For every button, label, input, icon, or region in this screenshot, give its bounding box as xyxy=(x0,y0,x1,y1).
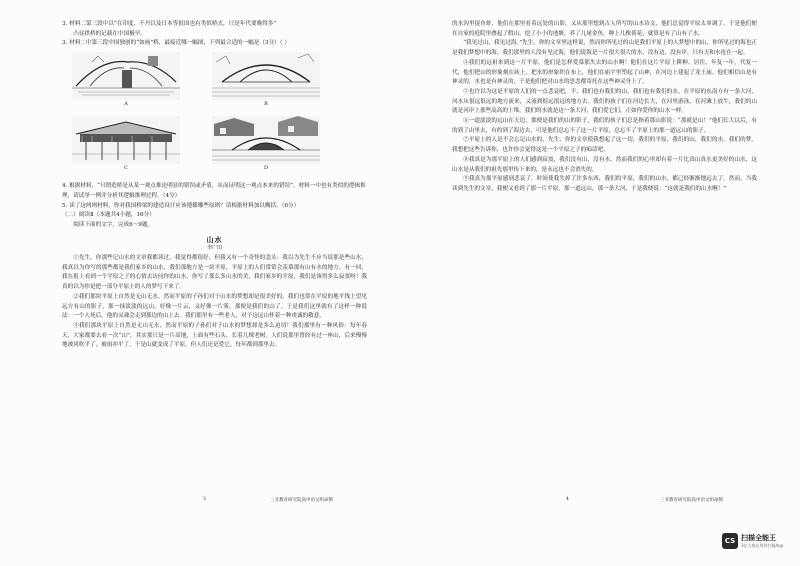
essay-paragraph-3: ③我们那块平原上自然是无山无水，然而平原的子孙们对于山水的梦想却是多么迫切！我们那里有一种风俗：每年春天，大家都要去看一次“山”，其实那只是一片高地，上面有些石头，长着几棵老树。人们说那里曾经有过一座山，后来慢慢地被风吹平了，被雨冲平了，于是山就变成了平原。但人们还是爱它，每年都到那里去。 xyxy=(62,322,367,349)
camscanner-logo-icon: CS xyxy=(722,533,738,549)
essay-continued-paragraph: 的水沟里捉鱼虾，他们在那里看着远处的山影，又从那里想到古人所写的山水诗文，他们总觉得平原太单调了，于是他们便在自家的庭院里叠起了假山，挖了小小的池塘，养了几尾金鱼，种上几株荷花，就算是有了山有了水。 xyxy=(452,21,757,37)
bridge-figures xyxy=(62,52,367,180)
essay-paragraph-2: ②我们那块平原上自然是无山无水，然而平原的子孙们对于山水的梦想却是很美好的。我们也常在平原的地平线上望见远方有山的影子，那一抹淡淡的远山，好像一片云，又好像一片雾，那便是我们的山了。于是我们这里就有了这样一种说法：一个人死后，他的灵魂会走到那边的山上去。我们那里有一些老人，对于这远山怀着一种虔诚的敬意。 xyxy=(62,293,367,320)
left-page-column xyxy=(62,20,367,351)
essay-title: 山水 xyxy=(206,234,223,244)
bridge-figure-c xyxy=(72,116,180,164)
bridge-label-a: A xyxy=(124,101,128,108)
left-page-footer: 三亚教育研究院高中语文组命制 xyxy=(270,498,333,503)
essay-paragraph-8: ⑧我真是为那平原上的人们感到寂寞，我们没有山，没有水，然而我们的心里却有着一片比真山真水更美好的山水，这山水是从我们的祖先那里传下来的，是永远也不会消失的。 xyxy=(452,156,757,173)
essay-quote-paragraph: “我见过山，我见过海。”先生，你的文章里这样说，然而你所见过的山是我们平原上的人梦想中的山，你所见过的海也正是我们梦想中的海。我们那里的人没有见过海，他们说海是一片很大很大的水，没有边，没有岸，只有天和水连在一起。 xyxy=(452,40,757,57)
essay-paragraph-7: ⑦平原上的人是不会忘记山水的，先生，你的文章使我想起了这一切，我们的平原，我们的山，我们的水，我们的梦。我想把这些告诉你，也许你会觉得这是一个平原之子的痴话吧。 xyxy=(452,137,757,154)
reading-section-header: （二）阅读Ⅱ（本题共4小题，16分） xyxy=(62,212,155,219)
bridge-label-b: B xyxy=(264,101,268,108)
essay-paragraph-5: ⑤也许以为这是平原的人们的一点悲哀吧，不，我们也有我们的山，我们也有我们的水。在平原的东南方有一条大河，河水从很远很远的地方流来，又流到很远很远的地方去。我们的孩子们在河边长大，在河里游泳，在河滩上放牛，我们的山就是河岸上那些高高的土堆，我们的水就是这一条大河，我们爱它们，正如你爱你的山水一样。 xyxy=(452,88,757,115)
bridge-figure-d xyxy=(212,116,320,164)
q3-continued-line1: 3. 材料二第三段中以“在印度、不丹以及日本等很国也有类似桥式，只是年代要晚得多” xyxy=(62,21,277,27)
reading-instruction: 阅读下面的文字，完成6～9题。 xyxy=(73,221,154,228)
bridge-figure-a xyxy=(72,52,180,100)
bridge-label-d: D xyxy=(263,165,268,172)
scanner-app-tagline: 3亿人都在用的扫描App xyxy=(741,543,784,548)
right-page-number: 4 xyxy=(566,497,569,502)
essay-paragraph-4: ④我们的远祖来到这一片平原，他们是怎样爱慕那失去的山水啊！他们在这片平原上耕种、居住，年复一年，代复一代，他们把山的形象刻在砖上，把水的形象织在布上，他们在庙宇里塑起了山神，在河边上建起了龙王庙。他们相信山是有神灵的，水也是有神灵的，于是他们把对山水的思念都寄托在这些神灵身上了。 xyxy=(452,59,757,86)
q5-question: 5. 读了这两则材料，你对我国桥梁的建造设计应该遵循哪些原则？请根据材料加以概括。（6分） xyxy=(62,202,300,209)
right-page-column xyxy=(452,20,757,195)
left-page-number: 3 xyxy=(203,497,206,502)
essay-paragraph-1: ①先生，你那些记山水的文章我都读过，我觉得都很好，但我又有一个奇怪的念头：我以为先生不应当说那是些山水，我真以为你写的那些都是我们家乡的山水，我们那地方是一块平原，平原上的人们常常会羡慕那有山有水的地方。有一回，我在报上看到一个平原之子的心情去访问你的山水，你写了那么多山水的美，我们家乡的平原，我们是该得多么寂寞呀！我真的以为你是把一部分平原上的人的梦写下来了。 xyxy=(62,255,367,291)
essay-paragraph-9: ⑨我真为那平原感到悲哀了，时间使我失掉了许多东西，我们的平原，我们的山水，都已经渐渐地远去了。然而，当我读到先生的文章，我便又看到了那一片平原，那一道远山，那一条大河，于是我便说：“这就是我们的山水啊！” xyxy=(452,176,757,192)
bridge-figure-b xyxy=(212,52,320,100)
bridge-label-c: C xyxy=(124,165,128,172)
q4-question: 4. 根据材料，“只谓造桥是从某一观点推论明显的错误或矛盾，从而证明这一观点本来的错误”。材料一中也有类似的逻辑推理，请试举一例并分析其逻辑推理过程。（4分） xyxy=(62,183,366,199)
scanner-app-name: 扫描全能王 xyxy=(741,534,776,542)
essay-author: 李广田 xyxy=(206,245,222,252)
essay-paragraph-6: ⑥一道淡淡的远山在天边，那便是我们的山的影子，我们的孩子们总是指着那山影说：“那就是山！”他们长大以后，有的到了山里去，有的到了海边去，可是他们总忘不了这一片平原，总忘不了平原上的那一道远山的影子。 xyxy=(452,118,757,134)
right-page-footer: 三亚教育研究院高中语文组命制 xyxy=(660,498,723,503)
q3-continued-line2: 凸显拱桥的记载在中国极早。 xyxy=(73,30,146,37)
q3-question: 3. 材料二中第三段中国独创的“如画”桥，最接近哪一幅图，下列最合适的一幅是（3分）（ ） xyxy=(62,40,290,47)
